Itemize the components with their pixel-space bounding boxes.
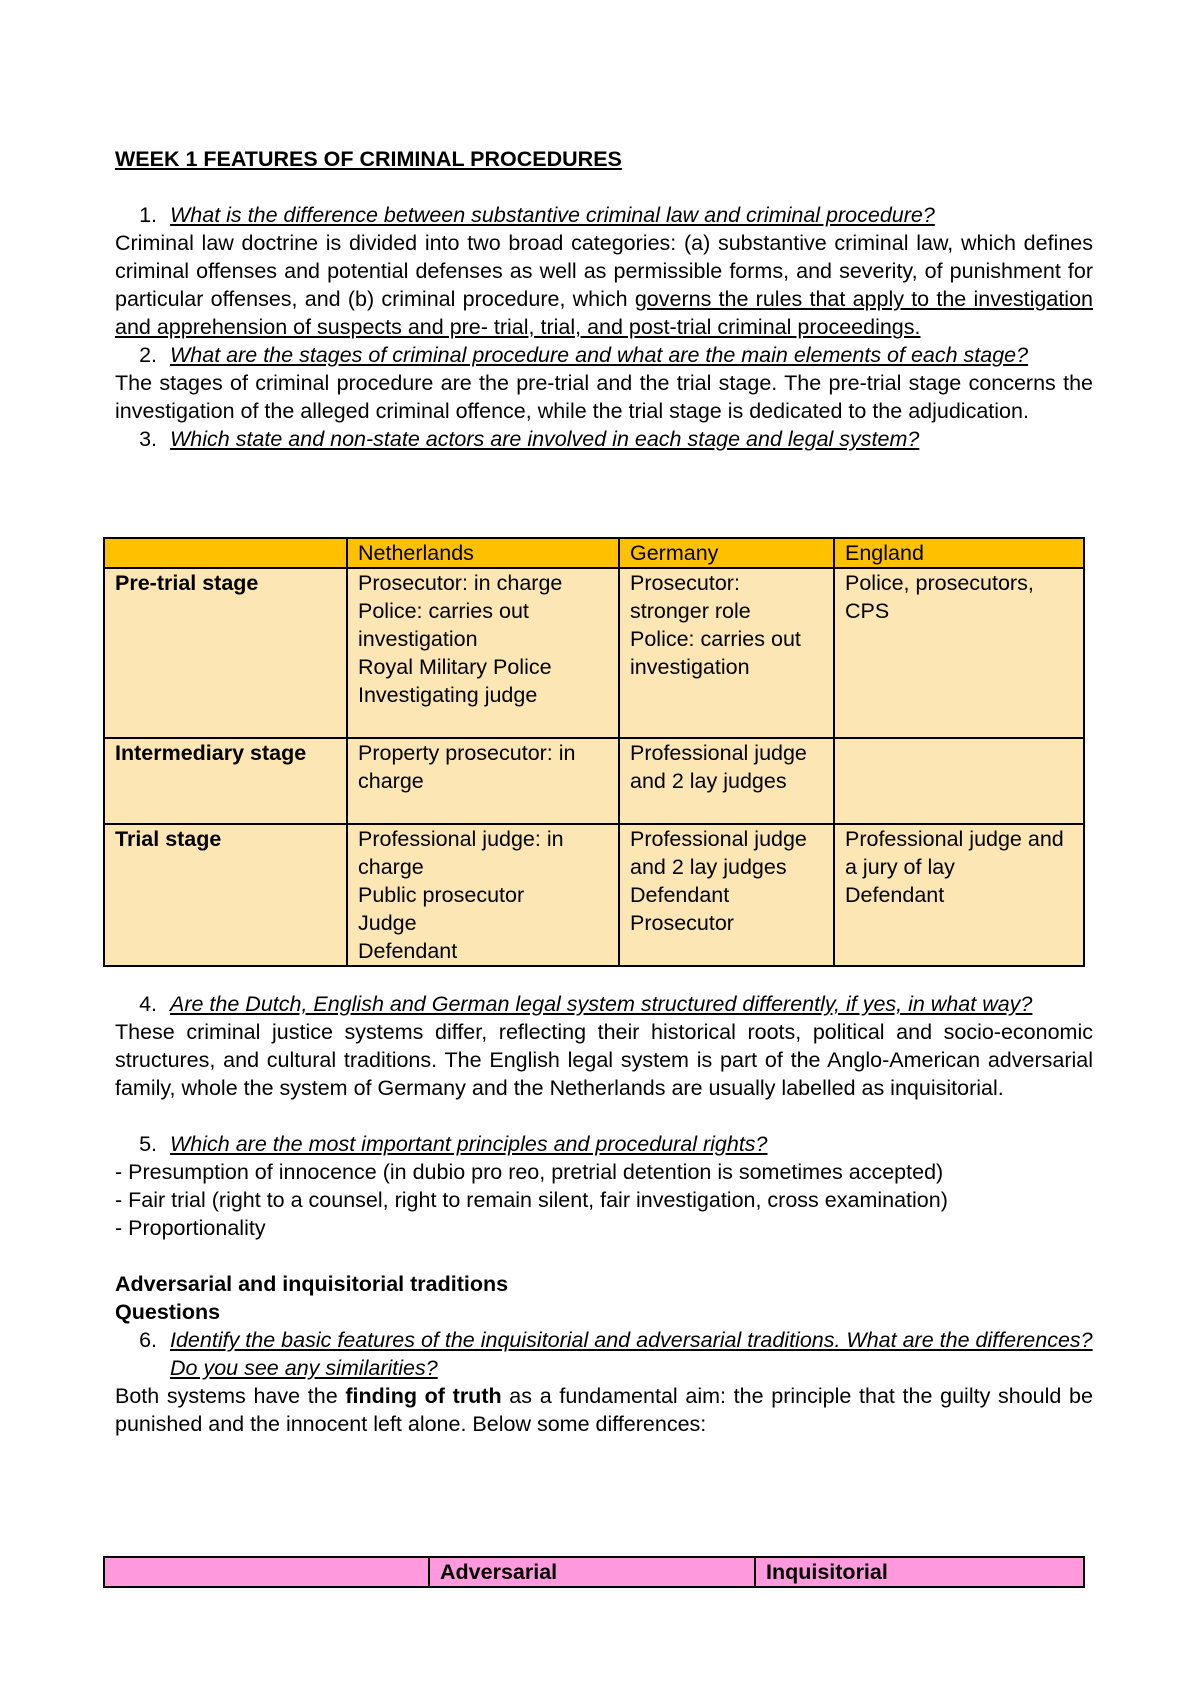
- cell-england: [834, 568, 1084, 738]
- cell-line: Professional judge and a jury of lay: [845, 827, 1064, 879]
- cell-line: Professional judge and 2 lay judges: [630, 741, 807, 793]
- table-row: [104, 568, 1084, 738]
- cell-germany: [619, 568, 834, 738]
- row-label: Trial stage: [104, 824, 347, 966]
- cell-line: Investigating judge: [358, 683, 538, 707]
- table-header-row: [104, 1557, 1084, 1587]
- cell-netherlands: [347, 738, 619, 824]
- cell-line: Public prosecutor: [358, 883, 525, 907]
- question-number: 4.: [139, 992, 157, 1016]
- answer-text: Both systems have the: [115, 1384, 346, 1408]
- row-label: Intermediary stage: [104, 738, 347, 824]
- question-2: [115, 341, 1093, 369]
- cell-line: Police: carries out investigation: [630, 627, 801, 679]
- question-text: Which state and non-state actors are involved in each stage and legal system?: [170, 427, 920, 451]
- cell-line: Professional judge: in charge: [358, 827, 564, 879]
- document-page-continued: [115, 990, 1093, 1438]
- document-page: [115, 145, 1093, 453]
- answer-bold-text: finding of truth: [345, 1384, 502, 1408]
- answer-1: [115, 229, 1093, 341]
- cell-england: [834, 824, 1084, 966]
- table-row: [104, 738, 1084, 824]
- answer-2: The stages of criminal procedure are the pre-trial and the trial stage. The pre-trial stage concerns the investigation of the alleged criminal offence, while the trial stage is dedicated to the adjudication.: [115, 371, 1093, 423]
- row-label: Pre-trial stage: [104, 568, 347, 738]
- question-1: [115, 201, 1093, 229]
- table-row: [104, 824, 1084, 966]
- question-text: Identify the basic features of the inquisitorial and adversarial traditions. What are the differences? Do you see any similarities?: [170, 1328, 1093, 1380]
- answer-4: These criminal justice systems differ, reflecting their historical roots, political and socio-economic structures, and cultural traditions. The English legal system is part of the Anglo-American adversarial family, whole the system of Germany and the Netherlands are usually labelled as inquisitorial.: [115, 1020, 1093, 1100]
- answer-6: [115, 1382, 1093, 1438]
- document-title: WEEK 1 FEATURES OF CRIMINAL PROCEDURES: [115, 147, 622, 171]
- actors-table: [103, 537, 1085, 967]
- question-3: [115, 425, 1093, 453]
- question-number: 6.: [139, 1328, 157, 1352]
- question-5: [115, 1130, 1093, 1158]
- table-header-cell: Adversarial: [429, 1557, 755, 1587]
- cell-line: Royal Military Police: [358, 655, 552, 679]
- question-number: 1.: [139, 203, 157, 227]
- section-heading: Adversarial and inquisitorial traditions: [115, 1272, 509, 1296]
- section-subheading: Questions: [115, 1300, 221, 1324]
- traditions-table: [103, 1556, 1085, 1588]
- question-text: Are the Dutch, English and German legal system structured differently, if yes, in what way?: [170, 992, 1033, 1016]
- question-text: Which are the most important principles and procedural rights?: [170, 1132, 768, 1156]
- table-header-cell: [104, 1557, 429, 1587]
- table-header-cell: Germany: [619, 538, 834, 568]
- cell-line: Defendant: [630, 883, 730, 907]
- table-header-cell: England: [834, 538, 1084, 568]
- cell-germany: [619, 824, 834, 966]
- question-number: 3.: [139, 427, 157, 451]
- list-item: - Proportionality: [115, 1216, 266, 1240]
- table-header-cell: Netherlands: [347, 538, 619, 568]
- table-header-cell: [104, 538, 347, 568]
- list-item: - Fair trial (right to a counsel, right to remain silent, fair investigation, cross examination): [115, 1188, 948, 1212]
- answer-underlined-text: governs the rules that apply to the investigation and apprehension of suspects and pre- trial, trial, and post-trial criminal proceedings.: [115, 287, 1093, 339]
- cell-england: [834, 738, 1084, 824]
- cell-netherlands: [347, 824, 619, 966]
- question-number: 5.: [139, 1132, 157, 1156]
- cell-line: Prosecutor: in charge: [358, 571, 563, 595]
- cell-netherlands: [347, 568, 619, 738]
- answer-text: Criminal law doctrine is divided into two broad categories: (a) substantive criminal law, which defines criminal offenses and potential defenses as well as permissible forms, and severity, of punishment for particular offenses, and (b) criminal procedure, which: [115, 231, 1093, 311]
- cell-line: Prosecutor: [630, 911, 734, 935]
- cell-line: Professional judge and 2 lay judges: [630, 827, 807, 879]
- spacer: [115, 1242, 1093, 1270]
- table-header-cell: Inquisitorial: [755, 1557, 1084, 1587]
- cell-germany: [619, 738, 834, 824]
- question-6: [115, 1326, 1093, 1382]
- cell-line: Police, prosecutors, CPS: [845, 571, 1034, 623]
- question-text: What are the stages of criminal procedure and what are the main elements of each stage?: [170, 343, 1029, 367]
- cell-line: Police: carries out investigation: [358, 599, 529, 651]
- question-4: [115, 990, 1093, 1018]
- cell-line: Defendant: [845, 883, 945, 907]
- cell-line: Judge: [358, 911, 417, 935]
- table-header-row: [104, 538, 1084, 568]
- cell-line: Defendant: [358, 939, 458, 963]
- question-text: What is the difference between substantive criminal law and criminal procedure?: [170, 203, 935, 227]
- question-number: 2.: [139, 343, 157, 367]
- list-item: - Presumption of innocence (in dubio pro reo, pretrial detention is sometimes accepted): [115, 1160, 944, 1184]
- cell-line: Property prosecutor: in charge: [358, 741, 576, 793]
- cell-line: Prosecutor: stronger role: [630, 571, 751, 623]
- spacer: [115, 1102, 1093, 1130]
- answer-text: as a fundamental aim: the principle that the guilty should be punished and the innocent left alone. Below some differences:: [115, 1384, 1093, 1436]
